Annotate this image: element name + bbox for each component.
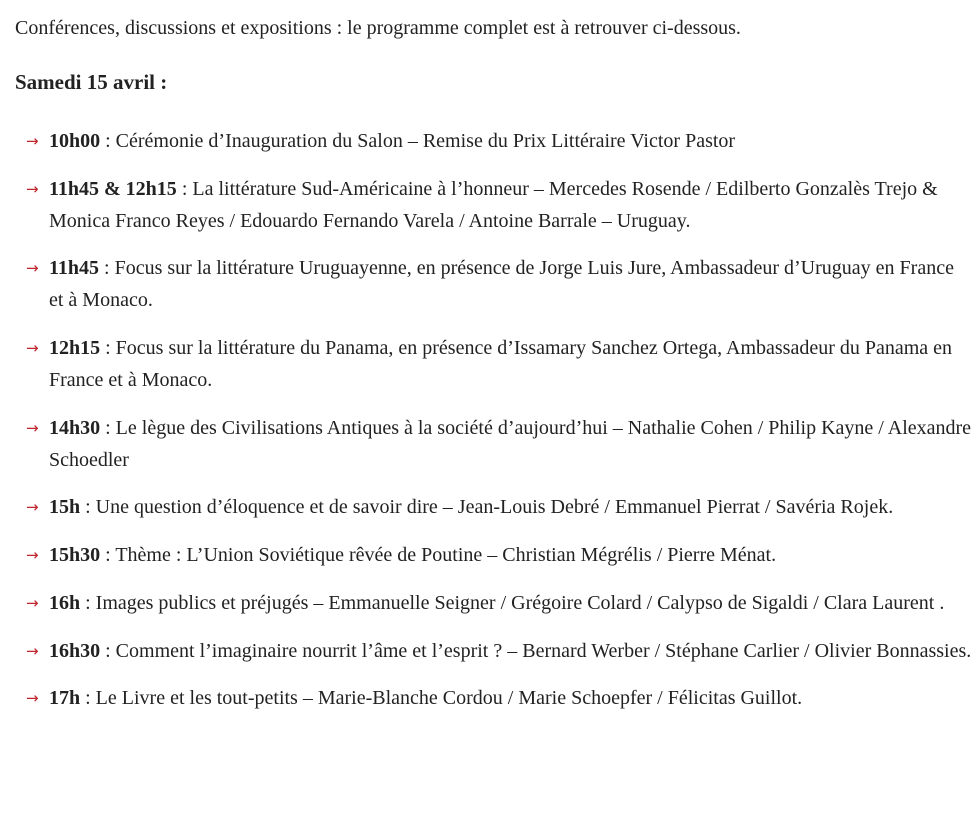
arrow-right-icon: → (26, 689, 39, 708)
item-description: : Le lègue des Civilisations Antiques à la société d’aujourd’hui – Nathalie Cohen / Philip Kayne / Alexandre Schoedler (49, 416, 972, 471)
item-description: : Focus sur la littérature Uruguayenne, en présence de Jorge Luis Jure, Ambassadeur d’Uruguay en France et à Monaco. (49, 257, 954, 312)
day-heading: Samedi 15 avril : (15, 70, 168, 94)
item-time: 11h45 & 12h15 (49, 177, 177, 200)
arrow-right-icon: → (26, 179, 39, 198)
program-item (15, 252, 973, 316)
arrow-right-icon: → (26, 593, 39, 612)
item-time: 16h (49, 591, 81, 614)
program-item (15, 539, 973, 571)
program-item (15, 491, 973, 523)
item-time: 17h (49, 687, 81, 710)
program-item (15, 125, 973, 157)
intro-text: Conférences, discussions et expositions : le programme complet est à retrouver ci-dessous. (15, 17, 741, 39)
item-description: : La littérature Sud-Américaine à l’honneur – Mercedes Rosende / Edilberto Gonzalès Trejo & Monica Franco Reyes / Edouardo Fernando Varela / Antoine Barrale – Uruguay. (49, 177, 938, 232)
arrow-right-icon: → (26, 641, 39, 660)
item-description: : Une question d’éloquence et de savoir dire – Jean-Louis Debré / Emmanuel Pierrat / Savéria Rojek. (80, 496, 894, 519)
program-item (15, 635, 973, 667)
program-item (15, 332, 973, 396)
program-item (15, 412, 973, 476)
program-item (15, 587, 973, 619)
item-time: 10h00 (49, 130, 101, 152)
arrow-right-icon: → (26, 132, 39, 150)
item-description: : Focus sur la littérature du Panama, en présence d’Issamary Sanchez Ortega, Ambassadeur du Panama en France et à Monaco. (49, 337, 953, 392)
program-content (15, 12, 973, 714)
arrow-right-icon: → (26, 498, 39, 517)
item-description: : Thème : L’Union Soviétique rêvée de Poutine – Christian Mégrélis / Pierre Ménat. (100, 544, 777, 567)
program-list (15, 125, 973, 714)
item-time: 11h45 (49, 257, 100, 280)
item-time: 16h30 (49, 639, 101, 662)
program-item (15, 173, 973, 237)
item-description: : Cérémonie d’Inauguration du Salon – Remise du Prix Littéraire Victor Pastor (100, 130, 736, 152)
item-time: 12h15 (49, 337, 101, 360)
item-time: 15h (49, 496, 81, 519)
program-item (15, 682, 973, 714)
arrow-right-icon: → (26, 546, 39, 565)
item-description: : Images publics et préjugés – Emmanuelle Seigner / Grégoire Colard / Calypso de Sigaldi / Clara Laurent . (80, 591, 945, 614)
item-description: : Comment l’imaginaire nourrit l’âme et l’esprit ? – Bernard Werber / Stéphane Carlier / Olivier Bonnassies. (100, 639, 972, 662)
arrow-right-icon: → (26, 339, 39, 358)
arrow-right-icon: → (26, 418, 39, 437)
item-time: 15h30 (49, 544, 101, 567)
item-time: 14h30 (49, 416, 101, 439)
item-description: : Le Livre et les tout-petits – Marie-Blanche Cordou / Marie Schoepfer / Félicitas Guillot. (80, 687, 803, 710)
arrow-right-icon: → (26, 259, 39, 278)
